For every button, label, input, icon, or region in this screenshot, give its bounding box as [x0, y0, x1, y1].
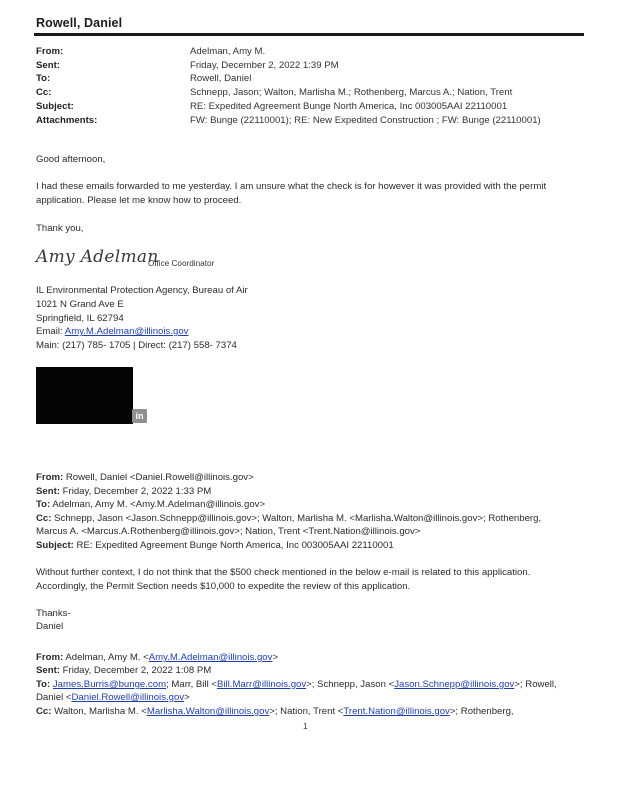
reply2-from-name: Adelman, Amy M. < [65, 652, 149, 663]
signature-name: Amy Adelman [36, 247, 159, 267]
reply2-to-sep-2: >; Schnepp, Jason < [306, 679, 395, 690]
reply2-cc [36, 705, 596, 719]
reply1-subject [36, 539, 576, 553]
reply1-sent-value: Friday, December 2, 2022 1:33 PM [62, 486, 212, 497]
reply2-to [36, 678, 596, 692]
reply1-to-value: Adelman, Amy M. <Amy.M.Adelman@illinois.gov> [52, 499, 266, 510]
reply2-cc-email-link-1[interactable]: Marlisha.Walton@illinois.gov [146, 706, 270, 717]
to-label: To: [36, 73, 51, 84]
redacted-block [36, 367, 133, 424]
reply1-cc-label: Cc: [36, 513, 52, 524]
sent-label: Sent: [36, 60, 60, 71]
signature-city: Springfield, IL 62794 [36, 313, 124, 324]
reply1-subject-label: Subject: [36, 540, 74, 551]
reply2-from [36, 651, 576, 665]
reply1-cc-value-line1: Schnepp, Jason <Jason.Schnepp@illinois.gov>; Walton, Marlisha M. <Marlisha.Walton@illinois.gov>; Rothenberg, [54, 513, 542, 524]
reply2-sent-label: Sent: [36, 665, 60, 676]
reply2-cc-start: Walton, Marlisha M. < [54, 706, 147, 717]
reply1-signoff-2: Daniel [36, 621, 64, 632]
header-rule [34, 33, 584, 36]
from-value: Adelman, Amy M. [190, 46, 266, 57]
email-label: Email: [36, 326, 65, 337]
reply2-cc-end: >; Rothenberg, [449, 706, 514, 717]
greeting: Good afternoon, [36, 154, 106, 165]
cc-value: Schnepp, Jason; Walton, Marlisha M.; Rothenberg, Marcus A.; Nation, Trent [190, 87, 513, 98]
reply2-sent [36, 664, 576, 678]
reply2-to-line2 [36, 691, 576, 705]
reply2-sent-value: Friday, December 2, 2022 1:08 PM [62, 665, 212, 676]
sent-value: Friday, December 2, 2022 1:39 PM [190, 60, 339, 71]
reply2-to-email-link-4[interactable]: Daniel.Rowell@illinois.gov [71, 692, 185, 703]
signature-phone: Main: (217) 785- 1705 | Direct: (217) 558- 7374 [36, 340, 237, 351]
reply2-to-sep-3: >; Rowell, [514, 679, 557, 690]
reply2-to-label: To: [36, 679, 51, 690]
attachments-label: Attachments: [36, 115, 98, 126]
signature-title: Office Coordinator [148, 259, 215, 268]
reply2-to-line2-start: Daniel < [36, 692, 72, 703]
reply2-to-sep-1: ; Marr, Bill < [166, 679, 217, 690]
reply1-body: Without further context, I do not think that the $500 check mentioned in the below e-mail is related to this application. Accordingly, the Permit Section needs $10,000 to expedite the review of this application. [36, 567, 531, 592]
reply1-from-label: From: [36, 472, 64, 483]
body-paragraph: I had these emails forwarded to me yesterday. I am unsure what the check is for however it was provided with the permit application. Please let me know how to proceed. [36, 181, 547, 206]
reply1-to [36, 498, 576, 512]
reply1-sent-label: Sent: [36, 486, 60, 497]
signature-org: IL Environmental Protection Agency, Bureau of Air [36, 285, 248, 296]
reply2-from-email-link[interactable]: Amy.M.Adelman@illinois.gov [148, 652, 273, 663]
reply1-from [36, 471, 576, 485]
from-label: From: [36, 46, 64, 57]
reply2-cc-label: Cc: [36, 706, 52, 717]
reply2-to-email-link-3[interactable]: Jason.Schnepp@illinois.gov [394, 679, 515, 690]
linkedin-icon[interactable]: in [132, 409, 147, 423]
subject-value: RE: Expedited Agreement Bunge North America, Inc 003005AAI 22110001 [190, 101, 508, 112]
reply2-from-label: From: [36, 652, 64, 663]
reply1-cc-value-line2: Marcus A. <Marcus.A.Rothenberg@illinois.gov>; Nation, Trent <Trent.Nation@illinois.gov> [36, 526, 421, 537]
to-value: Rowell, Daniel [190, 73, 252, 84]
reply1-subject-value: RE: Expedited Agreement Bunge North America, Inc 003005AAI 22110001 [76, 540, 394, 551]
reply1-to-label: To: [36, 499, 51, 510]
reply2-to-email-link-2[interactable]: Bill.Marr@illinois.gov [216, 679, 307, 690]
reply2-from-end: > [272, 652, 279, 663]
signature-email-line [36, 325, 576, 339]
reply2-cc-email-link-2[interactable]: Trent.Nation@illinois.gov [343, 706, 450, 717]
page-number: 1 [303, 721, 308, 731]
signature-street: 1021 N Grand Ave E [36, 299, 124, 310]
reply1-cc [36, 512, 596, 526]
closing: Thank you, [36, 223, 84, 234]
attachments-value[interactable]: FW: Bunge (22110001); RE: New Expedited Construction ; FW: Bunge (22110001) [190, 115, 541, 126]
subject-label: Subject: [36, 101, 74, 112]
reply1-sent [36, 485, 576, 499]
reply2-to-line2-end: > [184, 692, 190, 703]
document-owner-name: Rowell, Daniel [36, 16, 123, 30]
reply2-to-email-link-1[interactable]: James.Burris@bunge.com [52, 679, 167, 690]
cc-label: Cc: [36, 87, 52, 98]
reply2-cc-mid: >; Nation, Trent < [269, 706, 344, 717]
reply1-from-value: Rowell, Daniel <Daniel.Rowell@illinois.gov> [65, 472, 254, 483]
signature-email-link[interactable]: Amy.M.Adelman@illinois.gov [64, 326, 189, 337]
reply1-signoff-1: Thanks- [36, 608, 71, 619]
